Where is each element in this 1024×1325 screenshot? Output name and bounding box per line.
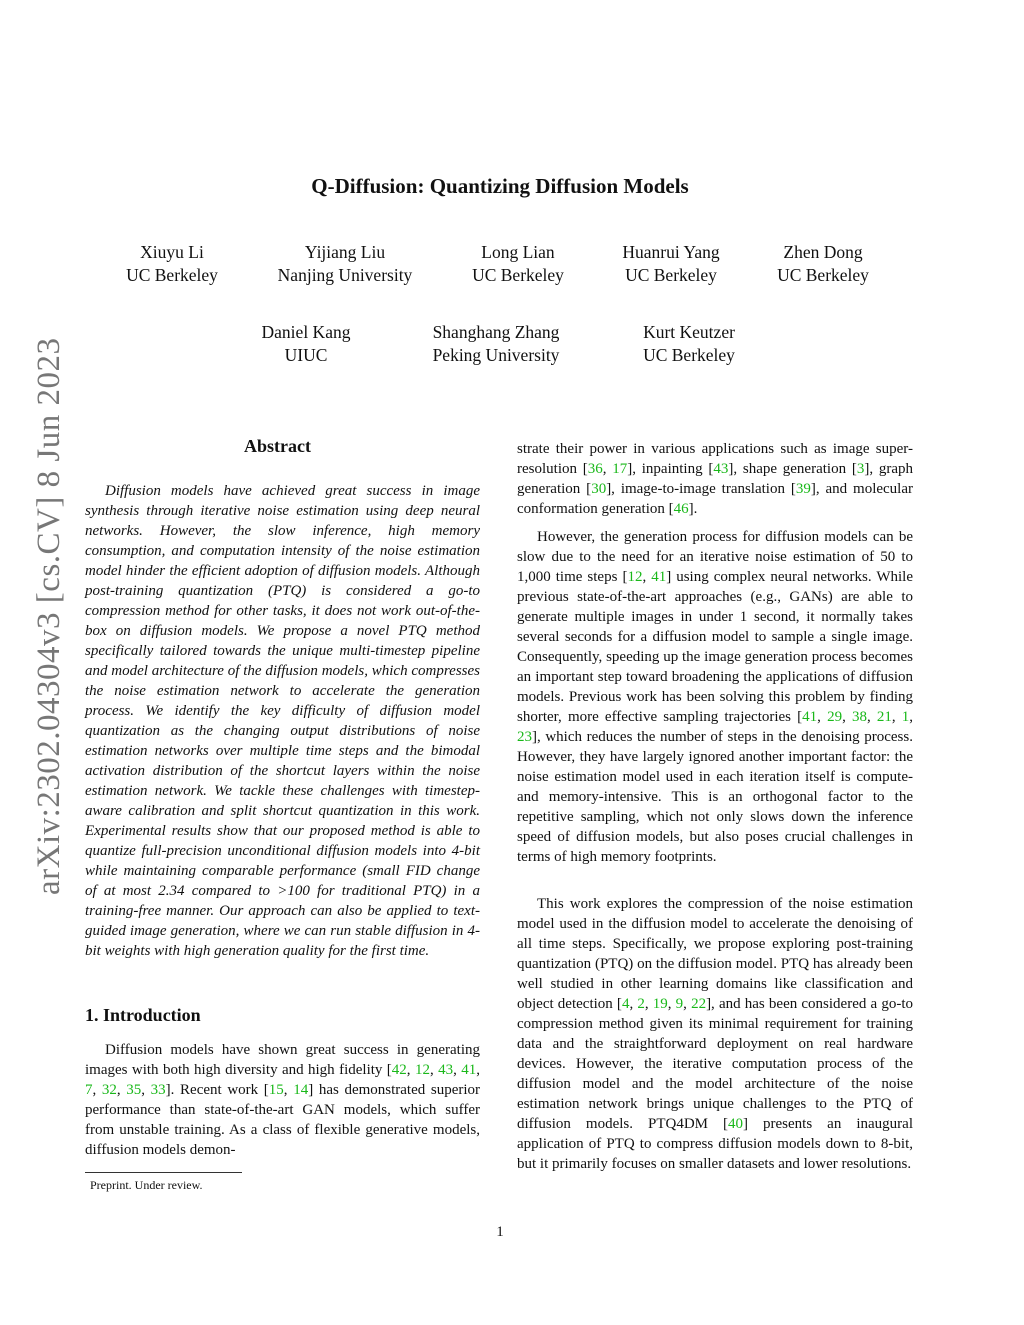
author-affiliation: Nanjing University [277, 265, 413, 285]
author-affiliation: UC Berkeley [777, 265, 869, 285]
text-span: ]. Recent work [ [165, 1082, 269, 1098]
text-span: ], which reduces the number of steps in the denoising process. However, they have largely ignored another important factor: the noise estimation model used in each iteration itself is compute- and memory-intensive. This is an orthogonal factor to the repetitive sampling, which not only slows down the inference speed of diffusion models, but also poses crucial challenges in terms of high memory footprints. [517, 729, 913, 865]
citation-link[interactable]: 12 [414, 1062, 430, 1078]
citation-link[interactable]: 14 [293, 1082, 309, 1098]
author-affiliation: UC Berkeley [625, 265, 717, 285]
author-affiliation: UC Berkeley [643, 345, 735, 365]
citation-link[interactable]: 29 [827, 709, 843, 725]
author-name: Long Lian [481, 242, 555, 262]
author-block [406, 321, 586, 367]
author-name: Yijiang Liu [304, 242, 386, 262]
citation-link[interactable]: 40 [728, 1116, 744, 1132]
citation-link[interactable]: 3 [856, 461, 865, 477]
citation-link[interactable]: 38 [851, 709, 867, 725]
text-span: strate their power in various applications such as image super-resolution [ [517, 441, 913, 477]
right-paragraph: strate their power in various applications such as image super-resolution [36, 17], inpainting [43], shape generation [3], graph generation [30], image-to-image translation [39], and molecular conformation generation [46]. [517, 441, 913, 517]
footnote-rule [85, 1172, 242, 1173]
citation-link[interactable]: 35 [126, 1082, 142, 1098]
section-heading: 1. Introduction [85, 1005, 201, 1025]
right-paragraph: However, the generation process for diffusion models can be slow due to the need for an iterative noise estimation of 50 to 1,000 time steps [12, 41] using complex neural networks. While previous state-of-the-art approaches (e.g., GANs) are able to generate multiple images in under 1 second, it normally takes several seconds for a diffusion model to sample a single image. Consequently, speeding up the image generation process becomes an important step toward broadening the applications of diffusion models. Previous work has been solving this problem by finding shorter, more effective sampling trajectories [41, 29, 38, 21, 1, 23], which reduces the number of steps in the denoising process. However, they have largely ignored another important factor: the noise estimation model used in each iteration itself is compute- and memory-intensive. This is an orthogonal factor to the repetitive sampling, which not only slows down the inference speed of diffusion models, but also poses crucial challenges in terms of high memory footprints. [517, 529, 914, 865]
author-block [82, 241, 262, 287]
citation-link[interactable]: 7 [85, 1082, 93, 1098]
author-affiliation: UC Berkeley [126, 265, 218, 285]
abstract-text: Diffusion models have achieved great success in image synthesis through iterative noise estimation using deep neural networks. However, the slow inference, high memory consumption, and computation intensity of the noise estimation model hinder the efficient adoption of diffusion models. Although post-training quantization (PTQ) is considered a go-to compression method for other tasks, it does not work out-of-the-box on diffusion models. We propose a novel PTQ method specifically tailored towards the unique multi-timestep pipeline and model architecture of the diffusion models, which compresses the noise estimation network to accelerate the generation process. We identify the key difficulty of diffusion model quantization as the changing output distributions of noise estimation networks over multiple time steps and the bimodal activation distribution of the shortcut layers within the noise estimation network. We tackle these challenges with timestep-aware calibration and split shortcut quantization in this work. Experimental results show that our proposed method is able to quantize full-precision unconditional diffusion models into 4-bit while maintaining comparable performance (small FID change of at most 2.34 compared to >100 for traditional PTQ) in a training-free manner. Our approach can also be applied to text-guided image generation, where we can run stable diffusion in 4-bit weights with high generation quality for the first time. [85, 483, 480, 959]
citation-link[interactable]: 43 [438, 1062, 454, 1078]
text-span: ] has demonstrated superior performance than state-of-the-art GAN models, which suffer from unstable training. As a class of flexible generative models, diffusion models demon- [85, 1082, 481, 1158]
paper-title: Q-Diffusion: Quantizing Diffusion Models [311, 174, 689, 198]
citation-link[interactable]: 41 [802, 709, 818, 725]
text-span: ], image-to-image translation [ [606, 481, 796, 497]
citation-link[interactable]: 30 [591, 481, 607, 497]
citation-link[interactable]: 42 [391, 1062, 407, 1078]
footnote: Preprint. Under review. [90, 1178, 203, 1192]
text-span: ], shape generation [ [728, 461, 857, 477]
intro-paragraph: Diffusion models have shown great success in generating images with both high diversity and high fidelity [42, 12, 43, 41, 7, 32, 35, 33]. Recent work [15, 14] has demonstrated superior performance than state-of-the-art GAN models, which suffer from unstable training. As a class of flexible generative models, diffusion models demon- [85, 1042, 481, 1158]
citation-link[interactable]: 23 [517, 729, 532, 745]
citation-link[interactable]: 1 [901, 709, 910, 725]
author-affiliation: UIUC [284, 345, 328, 365]
text-span: ] presents an inaugural application of PTQ to compress diffusion models down to 8-bit, but it primarily focuses on smaller datasets and lower resolutions. [517, 1116, 913, 1172]
citation-link[interactable]: 4 [621, 996, 630, 1012]
text-span: This work explores the compression of the noise estimation model used in the diffusion model to accelerate the denoising of all time steps. Specifically, we propose exploring post-training quantization (PTQ) on the diffusion model. PTQ has already been well studied in other learning domains like classification and object detection [ [517, 896, 913, 1012]
page-number: 1 [496, 1224, 504, 1240]
author-name: Xiuyu Li [140, 242, 204, 262]
citation-link[interactable]: 32 [101, 1082, 117, 1098]
arxiv-identifier: arXiv:2302.04304v3 [cs.CV] 8 Jun 2023 [31, 337, 67, 895]
author-name: Kurt Keutzer [643, 322, 735, 342]
author-affiliation: UC Berkeley [472, 265, 564, 285]
citation-link[interactable]: 46 [673, 501, 689, 517]
author-name: Huanrui Yang [622, 242, 720, 262]
citation-link[interactable]: 22 [691, 996, 707, 1012]
citation-link[interactable]: 41 [651, 569, 667, 585]
author-block [733, 241, 913, 287]
text-span: ], graph generation [ [517, 461, 913, 497]
citation-link[interactable]: 41 [461, 1062, 477, 1078]
citation-link[interactable]: 19 [652, 996, 668, 1012]
author-block [599, 321, 779, 367]
author-block [255, 241, 435, 287]
citation-link[interactable]: 39 [795, 481, 811, 497]
citation-link[interactable]: 9 [675, 996, 684, 1012]
text-span: ], and has been considered a go-to compression method given its minimal requirement for training data and the straightforward deployment on real hardware devices. However, the iterative computation process of the diffusion model and the model architecture of the noise estimation network brings unique challenges to the PTQ of diffusion models. PTQ4DM [ [517, 996, 913, 1132]
citation-link[interactable]: 43 [713, 461, 729, 477]
citation-link[interactable]: 2 [637, 996, 645, 1012]
text-span: However, the generation process for diffusion models can be slow due to the need for an iterative noise estimation of 50 to 1,000 time steps [ [517, 529, 913, 585]
citation-link[interactable]: 33 [150, 1082, 166, 1098]
author-affiliation: Peking University [432, 345, 560, 365]
citation-link[interactable]: 21 [876, 709, 892, 725]
author-name: Daniel Kang [261, 322, 351, 342]
citation-link[interactable]: 12 [627, 569, 643, 585]
citation-link[interactable]: 15 [268, 1082, 284, 1098]
author-block [216, 321, 396, 367]
abstract-heading: Abstract [244, 436, 311, 456]
text-span: ]. [688, 501, 698, 517]
right-paragraph: This work explores the compression of the noise estimation model used in the diffusion model to accelerate the denoising of all time steps. Specifically, we propose exploring post-training quantization (PTQ) on the diffusion model. PTQ has already been well studied in other learning domains like classification and object detection [4, 2, 19, 9, 22], and has been considered a go-to compression method given its minimal requirement for training data and the straightforward deployment on real hardware devices. However, the iterative computation process of the diffusion model and the model architecture of the noise estimation network brings unique challenges to the PTQ of diffusion models. PTQ4DM [40] presents an inaugural application of PTQ to compress diffusion models down to 8-bit, but it primarily focuses on smaller datasets and lower resolutions. [517, 896, 913, 1172]
text-span: ], and molecular conformation generation [ [517, 481, 913, 517]
citation-link[interactable]: 17 [612, 461, 628, 477]
author-name: Zhen Dong [783, 242, 863, 262]
author-name: Shanghang Zhang [432, 322, 560, 342]
citation-link[interactable]: 36 [587, 461, 603, 477]
text-span: ] using complex neural networks. While previous state-of-the-art approaches (e.g., GANs) are able to generate multiple images in under 1 second, it normally takes several seconds for a diffusion model to sample a single image. Consequently, speeding up the image generation process becomes an important step toward broadening the applications of diffusion models. Previous work has been solving this problem by finding shorter, more effective sampling trajectories [ [517, 569, 914, 725]
text-span: ], inpainting [ [627, 461, 714, 477]
text-span: Diffusion models have shown great success in generating images with both high diversity and high fidelity [ [85, 1042, 480, 1078]
